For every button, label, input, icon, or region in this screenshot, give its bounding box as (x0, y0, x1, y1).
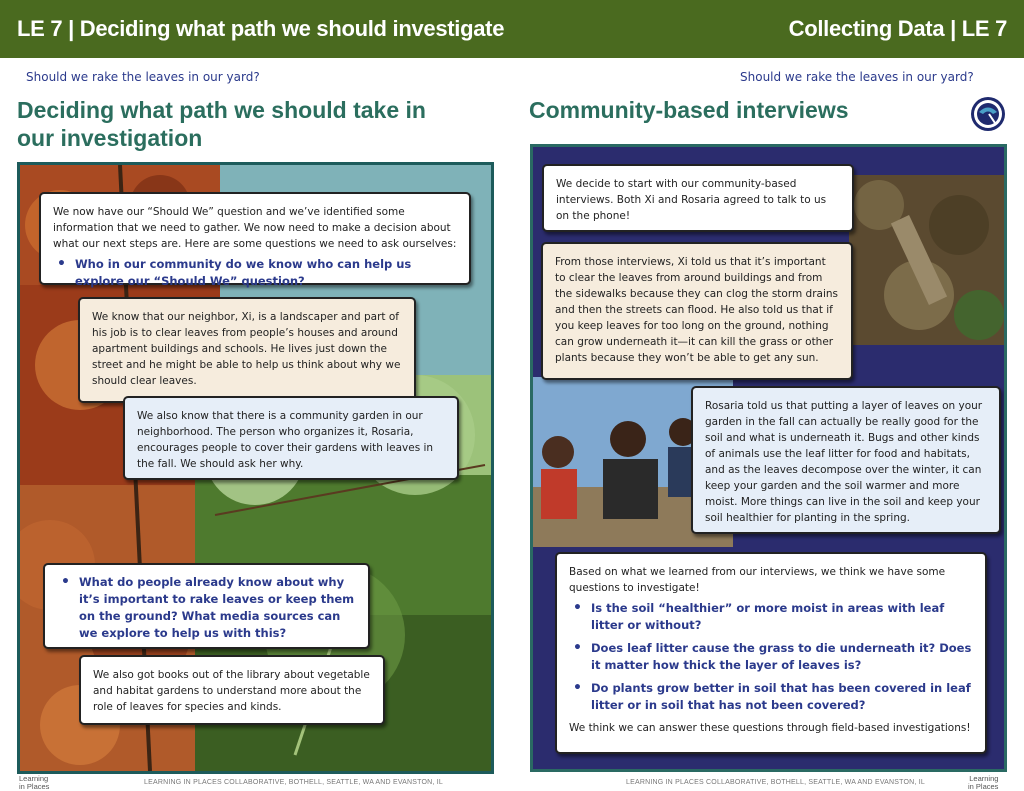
right-driving-question: Should we rake the leaves in our yard? (740, 70, 974, 84)
left-card-media-bullets (57, 574, 356, 642)
right-card-xi-interview: From those interviews, Xi told us that it’s important to clear the leaves from around buildings and from the sidewalks because they can clog the storm drains and then the streets can flood. He also told us that if you keep leaves for too long on the ground, nothing can grow underneath it—it can kill the grass or other plants because they won’t be able to get any sun. (541, 242, 853, 380)
right-header-title: Collecting Data | LE 7 (788, 16, 1007, 41)
right-card-interviews: We decide to start with our community-based interviews. Both Xi and Rosaria agreed to talk to us on the phone! (542, 164, 854, 232)
page-header (0, 0, 1024, 58)
left-content-panel (17, 162, 494, 774)
left-card-media (43, 563, 370, 649)
right-footer-text: LEARNING IN PLACES COLLABORATIVE, BOTHELL, SEATTLE, WA AND EVANSTON, IL (626, 779, 925, 786)
right-card-questions-bullets (569, 600, 973, 714)
left-card-intro-bullet: • Who in our community do we know who can help us explore our “Should We” question? (53, 256, 457, 290)
left-card-media-bullet: • What do people already know about why it’s important to rake leaves or keep them on the ground? What media sources can we explore to help us with this? (57, 574, 356, 642)
left-card-library: We also got books out of the library about vegetable and habitat gardens to understand more about the role of leaves for species and kinds. (79, 655, 385, 725)
right-page-title: Community-based interviews (529, 97, 849, 123)
right-card-questions-intro: Based on what we learned from our interviews, we think we have some questions to investigate! (569, 566, 946, 594)
right-footer-logo (968, 775, 998, 791)
right-logo-line2: in Places (968, 782, 999, 791)
right-content-panel (530, 144, 1007, 772)
question-bullet: • Does leaf litter cause the grass to die underneath it? Does it matter how thick the layer of leaves is? (569, 640, 973, 674)
question-bullet: • Is the soil “healthier” or more moist in areas with leaf litter or without? (569, 600, 973, 634)
right-card-questions-closing: We think we can answer these questions through field-based investigations! (569, 722, 971, 734)
left-card-xi: We know that our neighbor, Xi, is a landscaper and part of his job is to clear leaves from people’s houses and around apartment buildings and schools. He lives just down the street and he might be able to help us think about why we should clear leaves. (78, 297, 416, 403)
left-page-title (17, 96, 426, 152)
left-card-intro (39, 192, 471, 288)
right-logo-line1: Learning (969, 774, 999, 783)
left-logo-line2: in Places (19, 782, 50, 791)
field-investigation-icon (971, 97, 1005, 131)
left-title-line2: our investigation (17, 125, 203, 151)
left-driving-question: Should we rake the leaves in our yard? (26, 70, 260, 84)
right-card-rosaria-interview: Rosaria told us that putting a layer of leaves on your garden in the fall can actually be really good for the soil and what is underneath it. Bugs and other kinds of animals use the leaf litter for food and habitats, and as the leaves decompose over the winter, it can keep your garden and the soil warmer and more moist. More things can live in the soil and keep your soil healthier for planting in the spring. (691, 386, 1001, 534)
left-footer-logo (19, 775, 49, 791)
left-card-intro-text: We now have our “Should We” question and we’ve identified some information that we need to gather. We now need to make a decision about what our next steps are. Here are some questions we need to ask ourselves: (53, 206, 457, 250)
question-bullet: • Do plants grow better in soil that has been covered in leaf litter or in soil that has not been covered? (569, 680, 973, 714)
right-card-questions (555, 552, 987, 754)
left-footer-text: LEARNING IN PLACES COLLABORATIVE, BOTHELL, SEATTLE, WA AND EVANSTON, IL (144, 779, 443, 786)
magnifier-leaf-icon (971, 97, 1005, 131)
left-header-title: LE 7 | Deciding what path we should investigate (17, 16, 505, 41)
left-title-line1: Deciding what path we should take in (17, 97, 426, 123)
left-card-rosaria: We also know that there is a community garden in our neighborhood. The person who organizes it, Rosaria, encourages people to cover their gardens with leaves in the fall. We should ask her why. (123, 396, 459, 480)
leaf-litter-photo (849, 175, 1007, 345)
left-card-intro-bullets (53, 256, 457, 290)
left-logo-line1: Learning (19, 774, 49, 783)
